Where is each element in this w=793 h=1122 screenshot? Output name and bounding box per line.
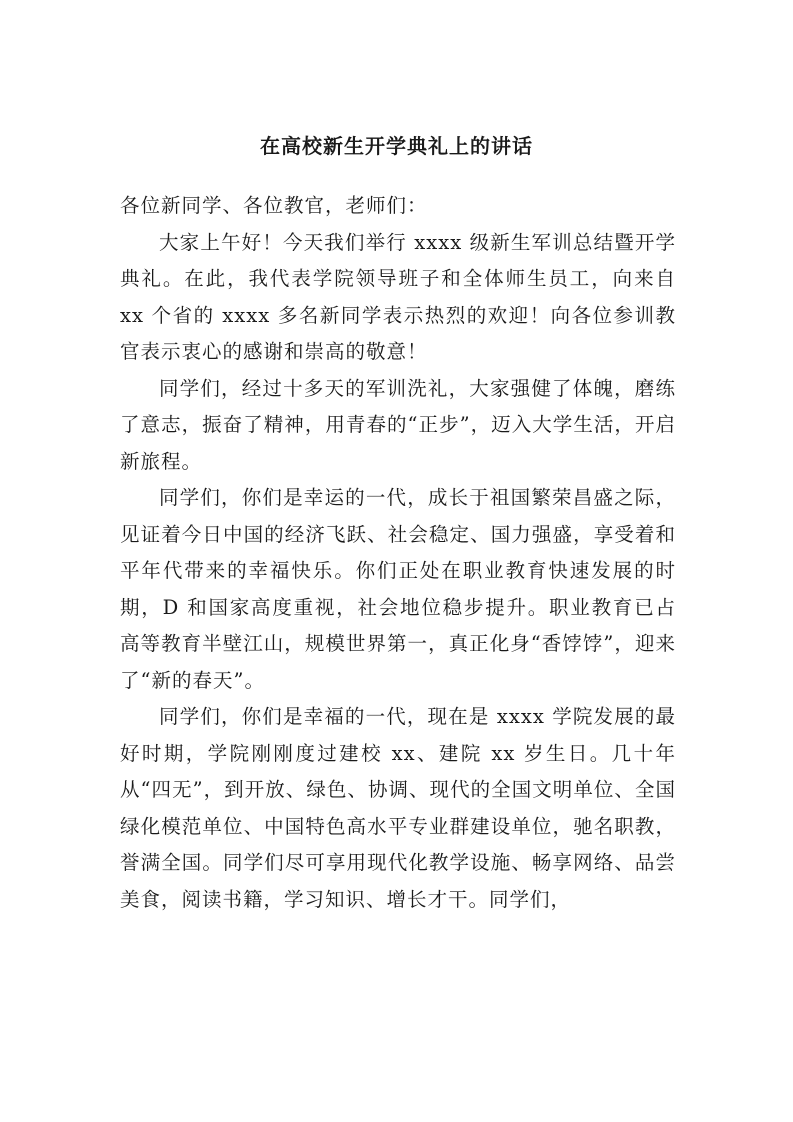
paragraph: 同学们，经过十多天的军训洗礼，大家强健了体魄，磨练了意志，振奋了精神，用青春的“正步”，迈入大学生活，开启新旅程。: [120, 376, 676, 473]
paragraph: 同学们，你们是幸福的一代，现在是 xxxx 学院发展的最好时期，学院刚刚度过建校 xx、建院 xx 岁生日。几十年从“四无”，到开放、绿色、协调、现代的全国文明单位、全国绿化模范单位、中国特色高水平专业群建设单位，驰名职教，誉满全国。同学们尽可享用现代化教学设施、畅享网络、品尝美食，阅读书籍，学习知识、增长才干。同学们，: [120, 705, 676, 911]
salutation: 各位新同学、各位教官，老师们：: [120, 194, 428, 217]
document-title: 在高校新生开学典礼上的讲话: [260, 134, 533, 158]
document-body: [120, 188, 676, 918]
paragraph: 同学们，你们是幸运的一代，成长于祖国繁荣昌盛之际，见证着今日中国的经济飞跃、社会稳定、国力强盛，享受着和平年代带来的幸福快乐。你们正处在职业教育快速发展的时期，D 和国家高度重视，社会地位稳步提升。职业教育已占高等教育半壁江山，规模世界第一，真正化身“香饽饽”，迎来了“新的春天”。: [120, 486, 676, 692]
paragraph: 大家上午好！今天我们举行 xxxx 级新生军训总结暨开学典礼。在此，我代表学院领导班子和全体师生员工，向来自 xx 个省的 xxxx 多名新同学表示热烈的欢迎！向各位参训教官表示衷心的感谢和崇高的敬意！: [120, 230, 676, 363]
